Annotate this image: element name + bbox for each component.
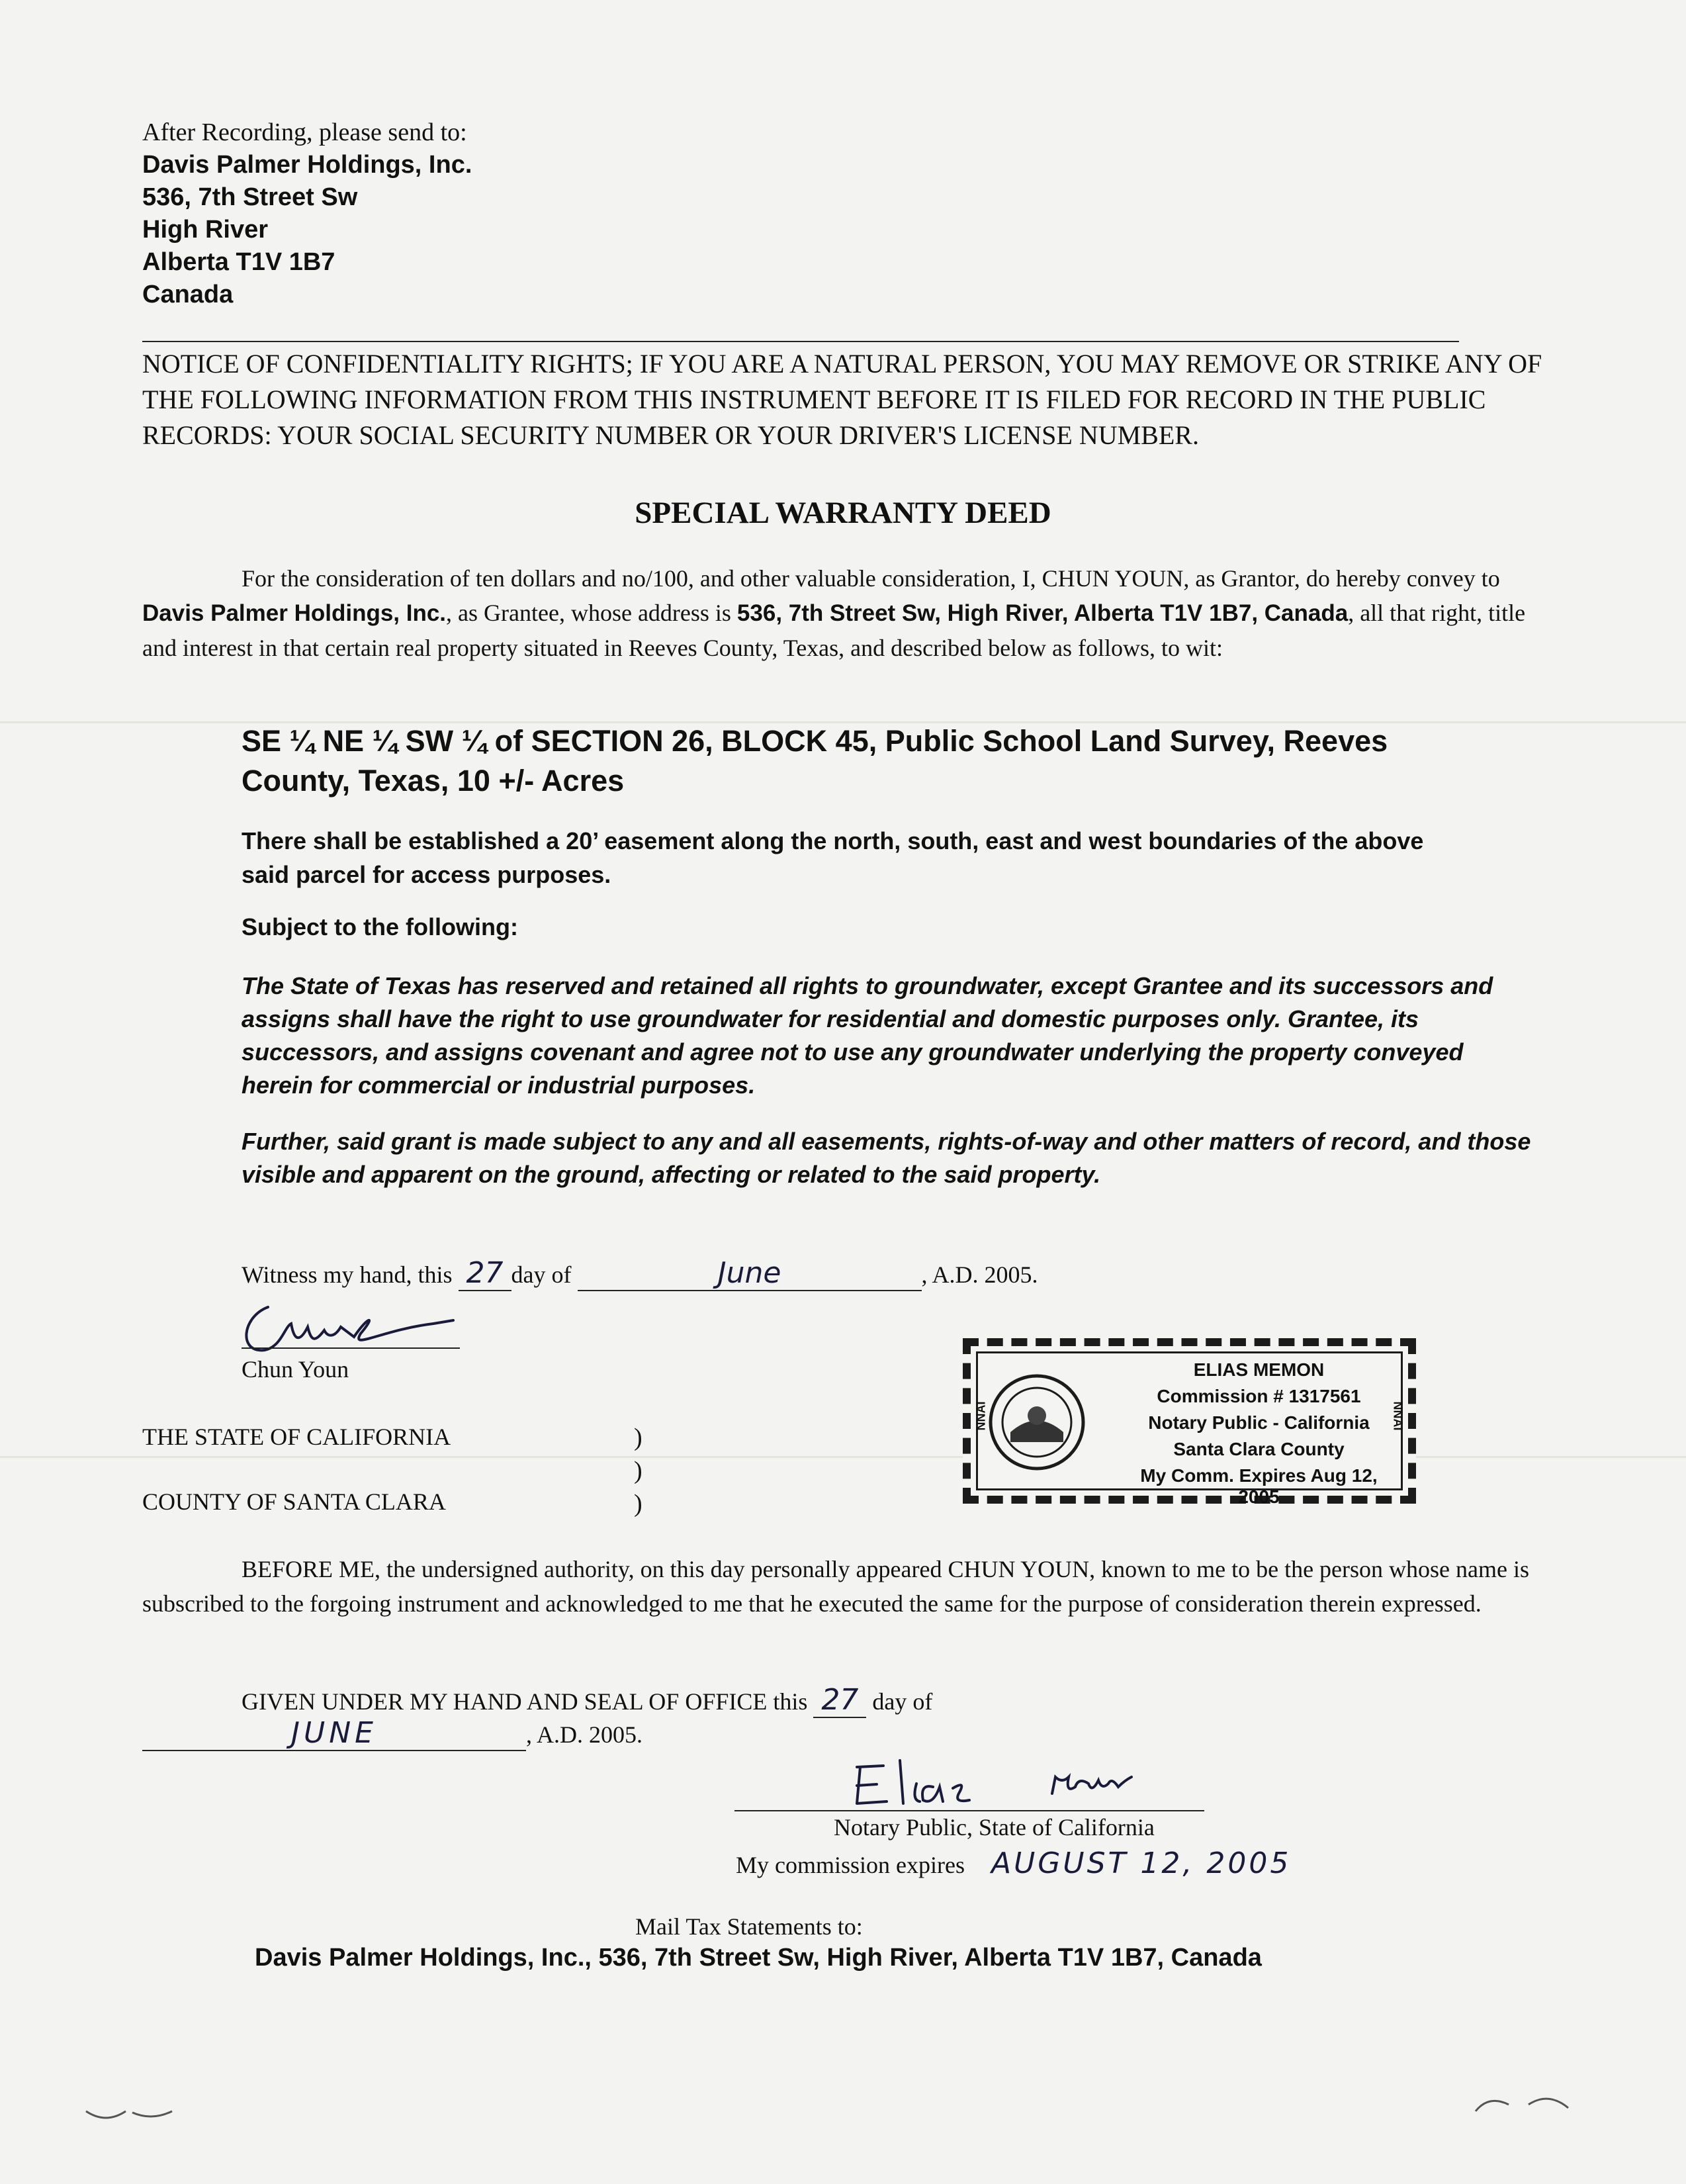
venue-bracket: ) — [634, 1490, 643, 1518]
witness-month: June — [578, 1256, 922, 1291]
commission-expires: My commission expires AUGUST 12, 2005 — [736, 1846, 1292, 1880]
mail-tax-label: Mail Tax Statements to: — [635, 1913, 863, 1940]
section-divider — [142, 341, 1459, 342]
confidentiality-notice: NOTICE OF CONFIDENTIALITY RIGHTS; IF YOU ARE A NATURAL PERSON, YOU MAY REMOVE OR STRIKE ANY OF THE FOLLOWING INFORMATION FROM THIS INSTRUMENT BEFORE IT IS FILED FOR RECORD IN THE PUBLIC RECORDS: YOUR SOCIAL SECURITY NUMBER OR YOUR DRIVER'S LICENSE NUMBER. — [142, 349, 1542, 450]
state-seal-icon — [984, 1369, 1090, 1475]
witness-day: 27 — [459, 1256, 511, 1291]
subject-heading: Subject to the following: — [242, 913, 518, 940]
return-address-line: 536, 7th Street Sw — [142, 183, 358, 211]
notary-title: Notary Public - California — [1148, 1412, 1370, 1433]
acknowledgment-paragraph: BEFORE ME, the undersigned authority, on this day personally appeared CHUN YOUN, known to me to be the person whose name is subscribed to the forgoing instrument and acknowledged to me that he executed the same for the purpose of consideration therein expressed. — [142, 1556, 1529, 1617]
further-clause: Further, said grant is made subject to any and all easements, rights-of-way and other matters of record, and those visible and apparent on the ground, affecting or related to the said property. — [242, 1128, 1531, 1188]
venue-county: COUNTY OF SANTA CLARA — [142, 1488, 446, 1515]
return-address-intro: After Recording, please send to: — [142, 118, 467, 146]
mail-tax-address: Davis Palmer Holdings, Inc., 536, 7th Street Sw, High River, Alberta T1V 1B7, Canada — [255, 1944, 1262, 1972]
return-address-line: High River — [142, 216, 269, 244]
notary-signature — [847, 1747, 1244, 1813]
grantor-name: Chun Youn — [242, 1356, 349, 1383]
stamp-side-label: NNAI — [1391, 1401, 1405, 1431]
return-address-line: Davis Palmer Holdings, Inc. — [142, 151, 472, 179]
commission-expires-value: AUGUST 12, 2005 — [991, 1846, 1292, 1880]
grantor-signature-line — [242, 1347, 460, 1349]
notary-signature-line — [734, 1810, 1204, 1811]
given-month: JUNE — [142, 1716, 526, 1751]
notary-county: Santa Clara County — [1173, 1439, 1345, 1459]
return-address-line: Canada — [142, 281, 234, 308]
groundwater-clause: The State of Texas has reserved and retained all rights to groundwater, except Grantee and its successors and assigns shall have the right to use groundwater for residential and domestic purposes only. Grantee, its successors, and assigns covenant and agree not to use any groundwater underlying the property conveyed herein for commercial or industrial purposes. — [242, 972, 1493, 1099]
grantee-address: 536, 7th Street Sw, High River, Alberta T1V 1B7, Canada — [736, 600, 1349, 626]
stamp-side-label: NNAI — [974, 1401, 988, 1431]
easement-clause: There shall be established a 20’ easement along the north, south, east and west boundaries of the above said parcel for access purposes. — [242, 827, 1424, 888]
conveyance-paragraph: For the consideration of ten dollars and no/100, and other valuable consideration, I, CHUN YOUN, as Grantor, do hereby convey to Davis Palmer Holdings, Inc., as Grantee, whose address is 536, 7th Street Sw, High River, Alberta T1V 1B7, Canada, all that right, title and interest in that certain real property situated in Reeves County, Texas, and described below as follows, to wit: — [142, 565, 1526, 661]
commission-number: Commission # 1317561 — [1157, 1386, 1361, 1406]
paper-fold-line — [0, 1456, 1686, 1458]
notary-name: ELIAS MEMON — [1193, 1359, 1325, 1380]
notary-stamp — [963, 1338, 1416, 1507]
return-address-line: Alberta T1V 1B7 — [142, 248, 335, 276]
given-line: GIVEN UNDER MY HAND AND SEAL OF OFFICE this 27 day of — [242, 1683, 933, 1717]
venue-state: THE STATE OF CALIFORNIA — [142, 1424, 451, 1450]
punch-hole-mark — [1469, 2085, 1588, 2124]
venue-bracket: ) — [634, 1424, 643, 1451]
witness-line: Witness my hand, this 27 day of June , A.D. 2005. — [242, 1256, 1038, 1290]
legal-description: SE ¼ NE ¼ SW ¼ of SECTION 26, BLOCK 45, Public School Land Survey, Reeves County, Texas, 10 +/- Acres — [242, 724, 1388, 797]
document-title: SPECIAL WARRANTY DEED — [635, 496, 1051, 530]
notary-caption: Notary Public, State of California — [834, 1814, 1155, 1841]
stamp-expiration: My Comm. Expires Aug 12, 2005 — [1140, 1465, 1378, 1507]
venue-bracket: ) — [634, 1457, 643, 1484]
punch-hole-mark — [79, 2091, 185, 2131]
given-month-line: JUNE , A.D. 2005. — [142, 1716, 643, 1751]
grantor-signature — [235, 1291, 519, 1363]
grantee-name: Davis Palmer Holdings, Inc. — [142, 600, 447, 626]
given-day: 27 — [813, 1683, 866, 1718]
